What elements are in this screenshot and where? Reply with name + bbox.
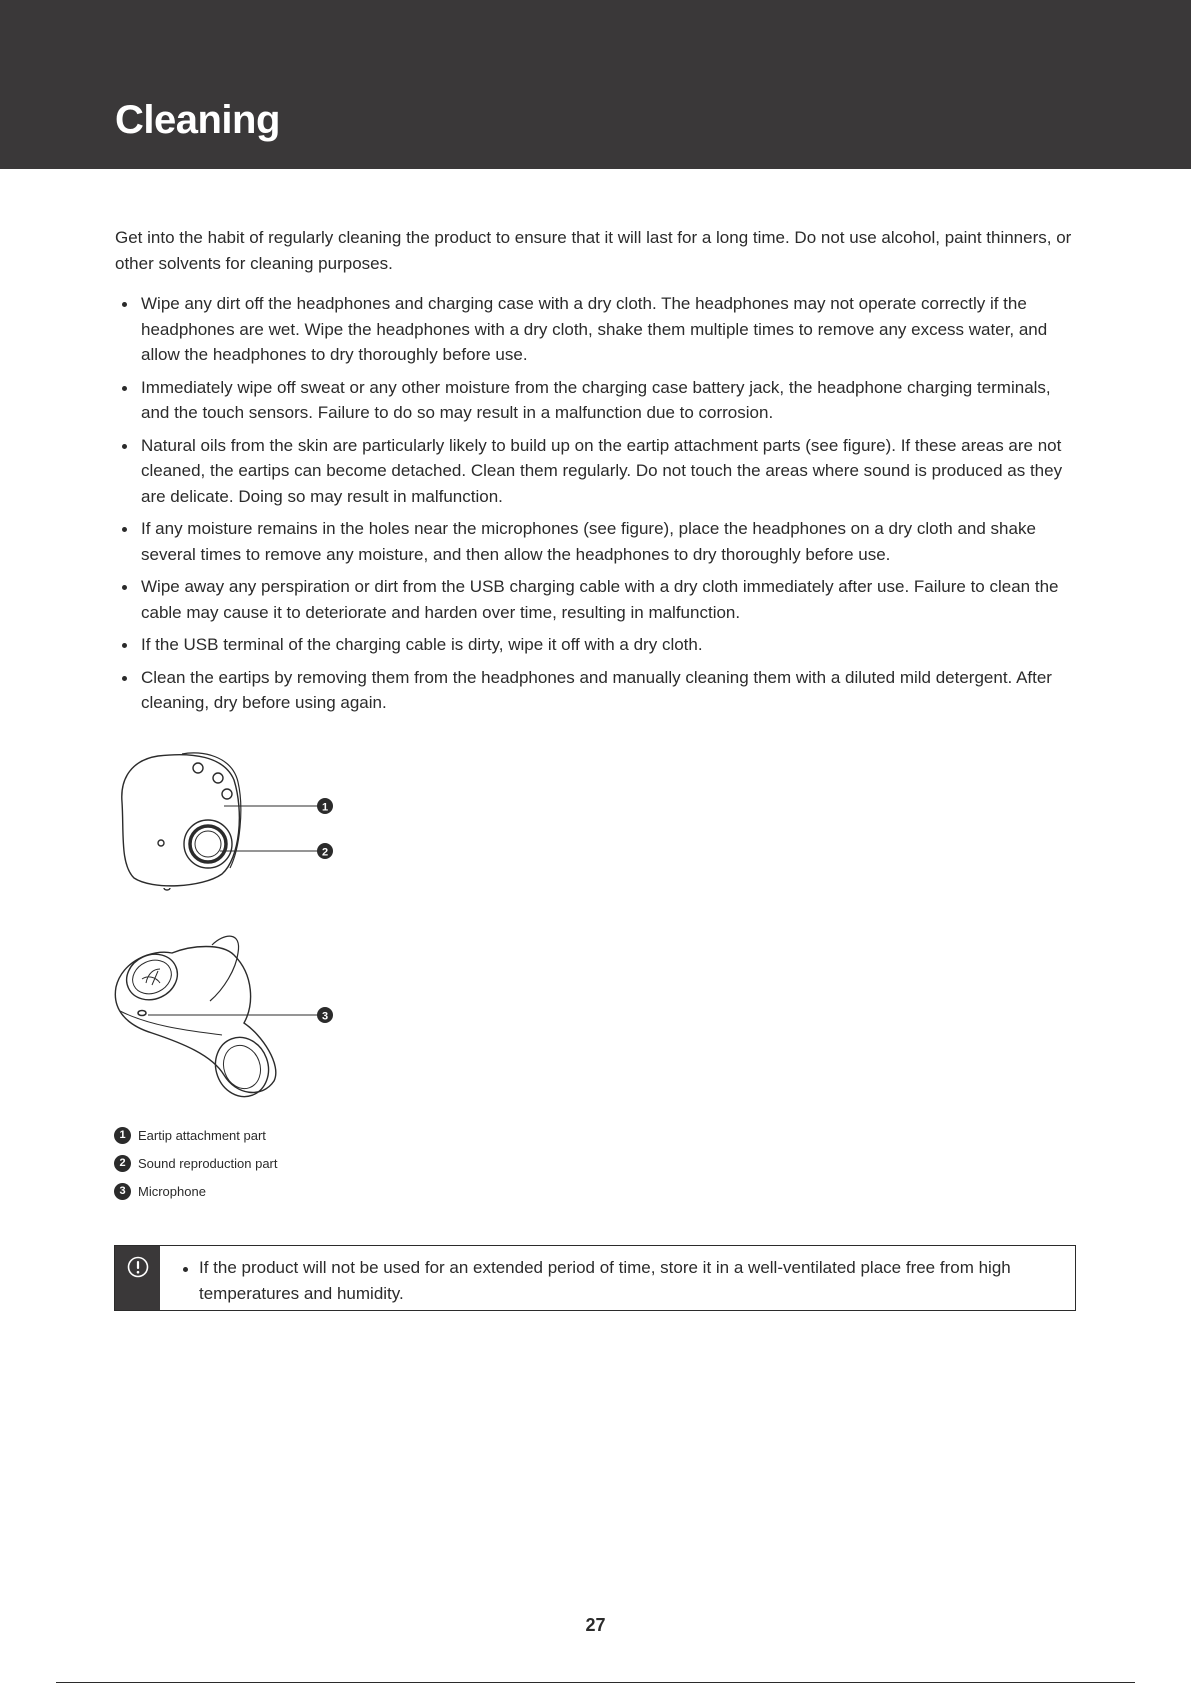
legend-number: 3	[114, 1183, 131, 1200]
callout-1	[317, 798, 333, 814]
list-item-text: Wipe away any perspiration or dirt from the USB charging cable with a dry cloth immediately after use. Failure to clean the cable may cause it to deteriorate and harden over time, resulting in malfunction.	[141, 577, 1059, 622]
list-item-text: Clean the eartips by removing them from the headphones and manually cleaning them with a diluted mild detergent. After cleaning, dry before using again.	[141, 667, 1052, 712]
callout-number: 1	[321, 801, 329, 814]
callout-number: 2	[321, 846, 329, 859]
list-item-text: Natural oils from the skin are particularly likely to build up on the eartip attachment parts (see figure). If these areas are not cleaned, the eartips can become detached. Clean them regularly. Do not touch the areas where sound is produced as they are delicate. Doing so may result in malfunction.	[141, 435, 1063, 506]
list-item	[115, 632, 1080, 658]
bullet-icon	[122, 527, 127, 532]
bullet-icon	[122, 585, 127, 590]
legend-label: Sound reproduction part	[138, 1156, 278, 1171]
list-item	[115, 516, 1080, 567]
bullet-icon	[122, 676, 127, 681]
footer-divider	[56, 1682, 1135, 1683]
callout-2	[317, 843, 333, 859]
bullet-icon	[122, 643, 127, 648]
bullet-icon	[183, 1267, 188, 1272]
caution-notice	[114, 1245, 1076, 1311]
callout-number: 3	[321, 1010, 329, 1023]
headphone-rear-illustration	[112, 752, 342, 892]
list-item-text: If the USB terminal of the charging cable is dirty, wipe it off with a dry cloth.	[141, 635, 703, 654]
list-item	[115, 665, 1080, 716]
bullet-icon	[122, 386, 127, 391]
notice-sidebar	[115, 1246, 160, 1310]
bullet-icon	[122, 302, 127, 307]
list-item	[115, 375, 1080, 426]
intro-paragraph: Get into the habit of regularly cleaning the product to ensure that it will last for a long time. Do not use alcohol, paint thinners, or other solvents for cleaning purposes.	[115, 228, 1072, 273]
list-item	[115, 433, 1080, 510]
list-item-text: If any moisture remains in the holes near the microphones (see figure), place the headphones on a dry cloth and shake several times to remove any moisture, and then allow the headphones to dry thoroughly before use.	[141, 519, 1036, 564]
legend-number: 1	[114, 1127, 131, 1144]
notice-text: If the product will not be used for an extended period of time, store it in a well-ventilated place free from high temperatures and humidity.	[199, 1258, 1011, 1303]
cleaning-instructions-list	[115, 291, 1080, 723]
list-item	[115, 574, 1080, 625]
legend-label: Microphone	[138, 1184, 206, 1199]
list-item-text: Immediately wipe off sweat or any other moisture from the charging case battery jack, the headphone charging terminals, and the touch sensors. Failure to do so may result in a malfunction due to corrosion.	[141, 377, 1051, 422]
caution-icon	[127, 1256, 149, 1278]
page-header	[0, 0, 1191, 169]
page-title: Cleaning	[115, 98, 280, 142]
list-item-text: Wipe any dirt off the headphones and charging case with a dry cloth. The headphones may not operate correctly if the headphones are wet. Wipe the headphones with a dry cloth, shake them multiple times to remove any excess water, and allow the headphones to dry thoroughly before use.	[141, 294, 1048, 364]
page-number: 27	[585, 1615, 606, 1635]
legend-label: Eartip attachment part	[138, 1128, 266, 1143]
bullet-icon	[122, 444, 127, 449]
list-item	[115, 291, 1080, 368]
callout-3	[317, 1007, 333, 1023]
headphone-side-illustration	[112, 935, 342, 1105]
legend-number: 2	[114, 1155, 131, 1172]
